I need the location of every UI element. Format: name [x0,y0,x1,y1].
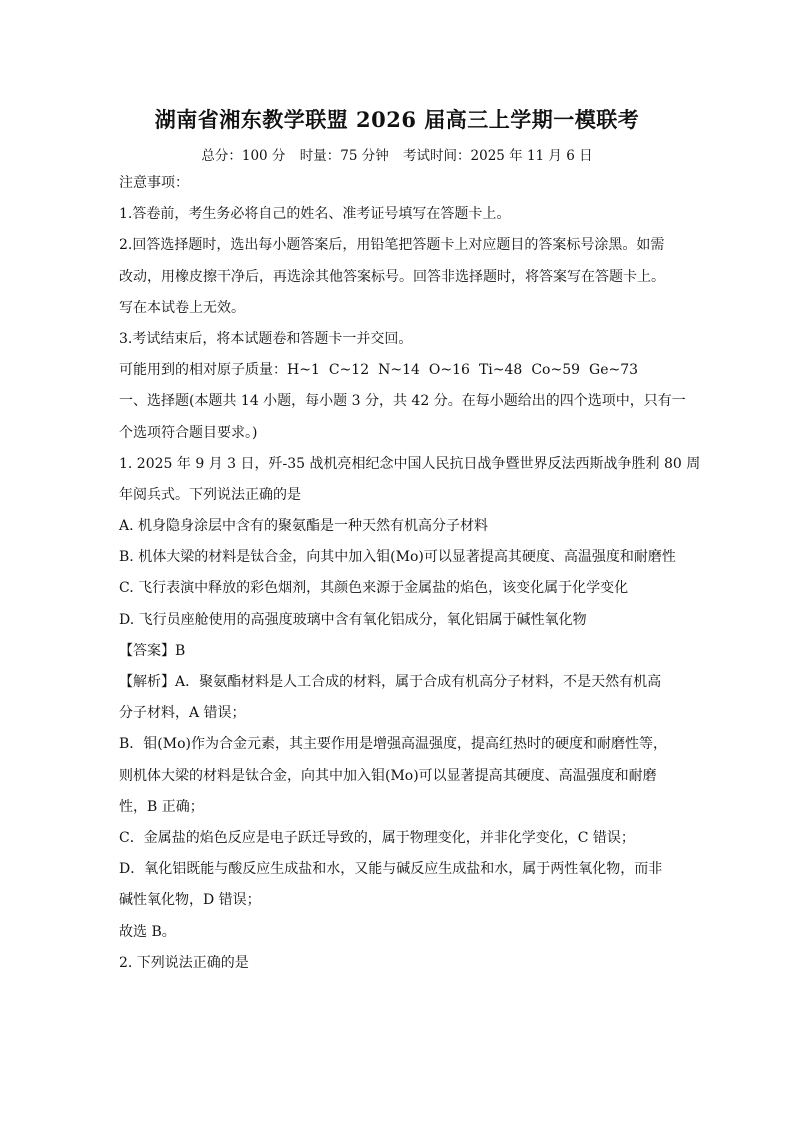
note-line: 3.考试结束后，将本试题卷和答题卡一并交回。 [119,330,413,347]
atomic-mass-item: H~1 [287,362,320,379]
atomic-mass-line [119,355,679,386]
analysis-line: 则机体大梁的材料是钛合金，向其中加入钼(Mo)可以显著提高其硬度、高温强度和耐磨 [119,767,657,784]
exam-date: 考试时间：2025 年 11 月 6 日 [403,148,593,164]
section-heading: 个选项符合题目要求。) [119,424,258,441]
analysis-line: 性，B 正确； [119,798,204,815]
atomic-mass-item: Ti~48 [478,362,523,379]
exam-content [119,168,701,979]
question-stem: 2. 下列说法正确的是 [119,954,249,971]
time-limit: 时量：75 分钟 [299,148,389,164]
note-line: 1.答卷前，考生务必将自己的姓名、准考证号填写在答题卡上。 [119,206,511,223]
note-line: 写在本试卷上无效。 [119,299,245,316]
analysis-line: C．金属盐的焰色反应是电子跃迁导致的，属于物理变化，并非化学变化，C 错误； [119,829,635,846]
atomic-mass-item: Co~59 [531,362,581,379]
note-line: 改动，用橡皮擦干净后，再选涂其他答案标号。回答非选择题时，将答案写在答题卡上。 [119,268,665,285]
analysis-line: 碱性氧化物，D 错误； [119,892,261,909]
atomic-mass-item: N~14 [378,362,420,379]
analysis-line: 【解析】A．聚氨酯材料是人工合成的材料，属于合成有机高分子材料，不是天然有机高 [119,674,662,690]
analysis-line: B．钼(Mo)作为合金元素，其主要作用是增强高温强度，提高红热时的硬度和耐磨性等， [119,736,667,753]
notes-heading: 注意事项： [119,175,189,191]
option-a: A. 机身隐身涂层中含有的聚氨酯是一种天然有机高分子材料 [119,518,489,535]
analysis-line: 故选 B。 [119,923,176,940]
question-stem: 年阅兵式。下列说法正确的是 [119,486,301,503]
answer: 【答案】B [119,642,186,659]
exam-meta [0,144,794,164]
option-c: C. 飞行表演中释放的彩色烟剂，其颜色来源于金属盐的焰色，该变化属于化学变化 [119,580,629,597]
atomic-mass-item: O~16 [428,362,470,379]
page-title: 湖南省湘东教学联盟 2026 届高三上学期一模联考 [154,107,640,132]
section-heading: 一、选择题(本题共 14 小题，每小题 3 分，共 42 分。在每小题给出的四个选项中，只有一 [119,393,686,410]
option-d: D. 飞行员座舱使用的高强度玻璃中含有氧化铝成分，氧化铝属于碱性氧化物 [119,611,587,628]
option-b: B. 机体大梁的材料是钛合金，向其中加入钼(Mo)可以显著提高其硬度、高温强度和耐磨性 [119,549,676,566]
note-line: 2.回答选择题时，选出每小题答案后，用铅笔把答题卡上对应题目的答案标号涂黑。如需 [119,237,665,254]
analysis-line: D．氧化铝既能与酸反应生成盐和水，又能与碱反应生成盐和水，属于两性氧化物，而非 [119,861,663,878]
question-stem: 1. 2025 年 9 月 3 日，歼-35 战机亮相纪念中国人民抗日战争暨世界反法西斯战争胜利 80 周 [119,455,701,472]
atomic-mass-item: Ge~73 [589,362,639,379]
analysis-line: 分子材料，A 错误； [119,705,246,722]
atomic-mass-item: C~12 [328,362,370,379]
atomic-mass-label: 可能用到的相对原子质量： [119,362,287,379]
total-score: 总分：100 分 [201,148,286,164]
